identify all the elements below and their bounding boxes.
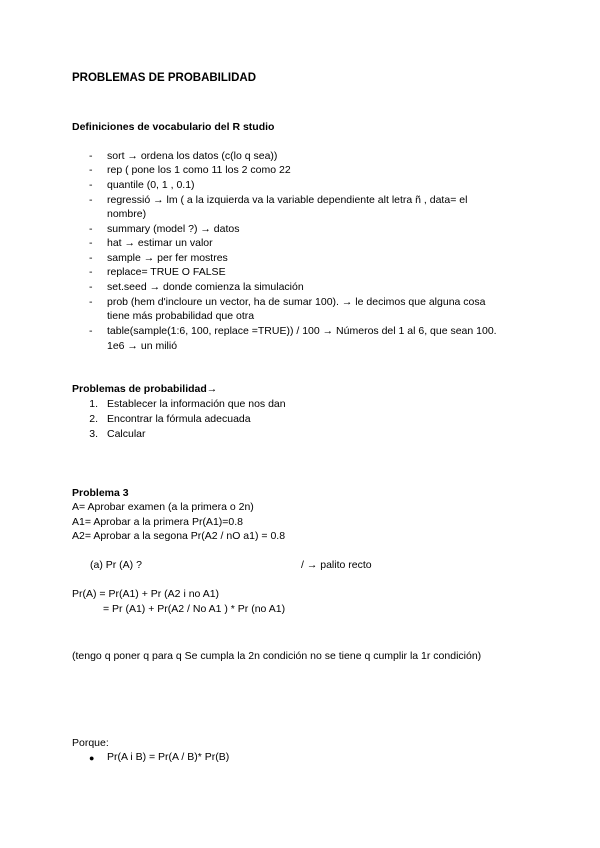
- list-dash: -: [89, 281, 93, 293]
- list-dash: -: [89, 296, 93, 308]
- problema3-heading: Problema 3: [72, 487, 129, 499]
- formula-line: = Pr (A1) + Pr(A2 / No A1 ) * Pr (no A1): [103, 603, 286, 615]
- list-item: quantile (0, 1 , 0.1): [107, 179, 195, 191]
- list-item: regressió → lm ( a la izquierda va la variable dependiente alt letra ñ , data= el: [107, 194, 468, 206]
- definition-line: A1= Aprobar a la primera Pr(A1)=0.8: [72, 516, 244, 528]
- step-number: 1.: [89, 398, 98, 410]
- list-item: prob (hem d'incloure un vector, ha de sumar 100). → le decimos que alguna cosa: [107, 296, 486, 308]
- note-line: / → palito recto: [301, 559, 372, 571]
- porque-label: Porque:: [72, 737, 109, 749]
- list-item: summary (model ?) → datos: [107, 223, 240, 235]
- list-item: rep ( pone los 1 como 11 los 2 como 22: [107, 164, 291, 176]
- step-text: Encontrar la fórmula adecuada: [107, 413, 251, 425]
- list-item-continuation: nombre): [107, 208, 147, 220]
- formula-line: Pr(A) = Pr(A1) + Pr (A2 i no A1): [72, 588, 220, 600]
- list-item: sort → ordena los datos (c(lo q sea)): [107, 150, 278, 162]
- list-dash: -: [89, 179, 93, 191]
- list-dash: -: [89, 150, 93, 162]
- list-dash: -: [89, 266, 93, 278]
- vocab-heading: Definiciones de vocabulario del R studio: [72, 121, 275, 133]
- list-dash: -: [89, 237, 93, 249]
- bullet-item: Pr(A i B) = Pr(A / B)* Pr(B): [107, 751, 230, 763]
- step-number: 3.: [89, 428, 98, 440]
- list-dash: -: [89, 252, 93, 264]
- comment-line: (tengo q poner q para q Se cumpla la 2n condición no se tiene q cumplir la 1r condición): [72, 650, 482, 662]
- step-text: Establecer la información que nos dan: [107, 398, 286, 410]
- list-dash: -: [89, 223, 93, 235]
- step-number: 2.: [89, 413, 98, 425]
- list-item: set.seed → donde comienza la simulación: [107, 281, 304, 293]
- problemas-heading: Problemas de probabilidad→: [72, 383, 218, 395]
- definition-line: A= Aprobar examen (a la primera o 2n): [72, 501, 254, 513]
- list-item: replace= TRUE O FALSE: [107, 266, 226, 278]
- definition-line: A2= Aprobar a la segona Pr(A2 / nO a1) = 0.8: [72, 530, 286, 542]
- list-dash: -: [89, 194, 93, 206]
- question-line: (a) Pr (A) ?: [90, 559, 142, 571]
- step-text: Calcular: [107, 428, 146, 440]
- page-title: PROBLEMAS DE PROBABILIDAD: [72, 72, 257, 84]
- list-item: hat → estimar un valor: [107, 237, 213, 249]
- bullet-icon: ●: [89, 753, 95, 763]
- list-dash: -: [89, 325, 93, 337]
- list-item: sample → per fer mostres: [107, 252, 228, 264]
- list-item-continuation: 1e6 → un milió: [107, 340, 178, 352]
- list-item-continuation: tiene más probabilidad que otra: [107, 310, 255, 322]
- list-dash: -: [89, 164, 93, 176]
- list-item: table(sample(1:6, 100, replace =TRUE)) / 100 → Números del 1 al 6, que sean 100.: [107, 325, 497, 337]
